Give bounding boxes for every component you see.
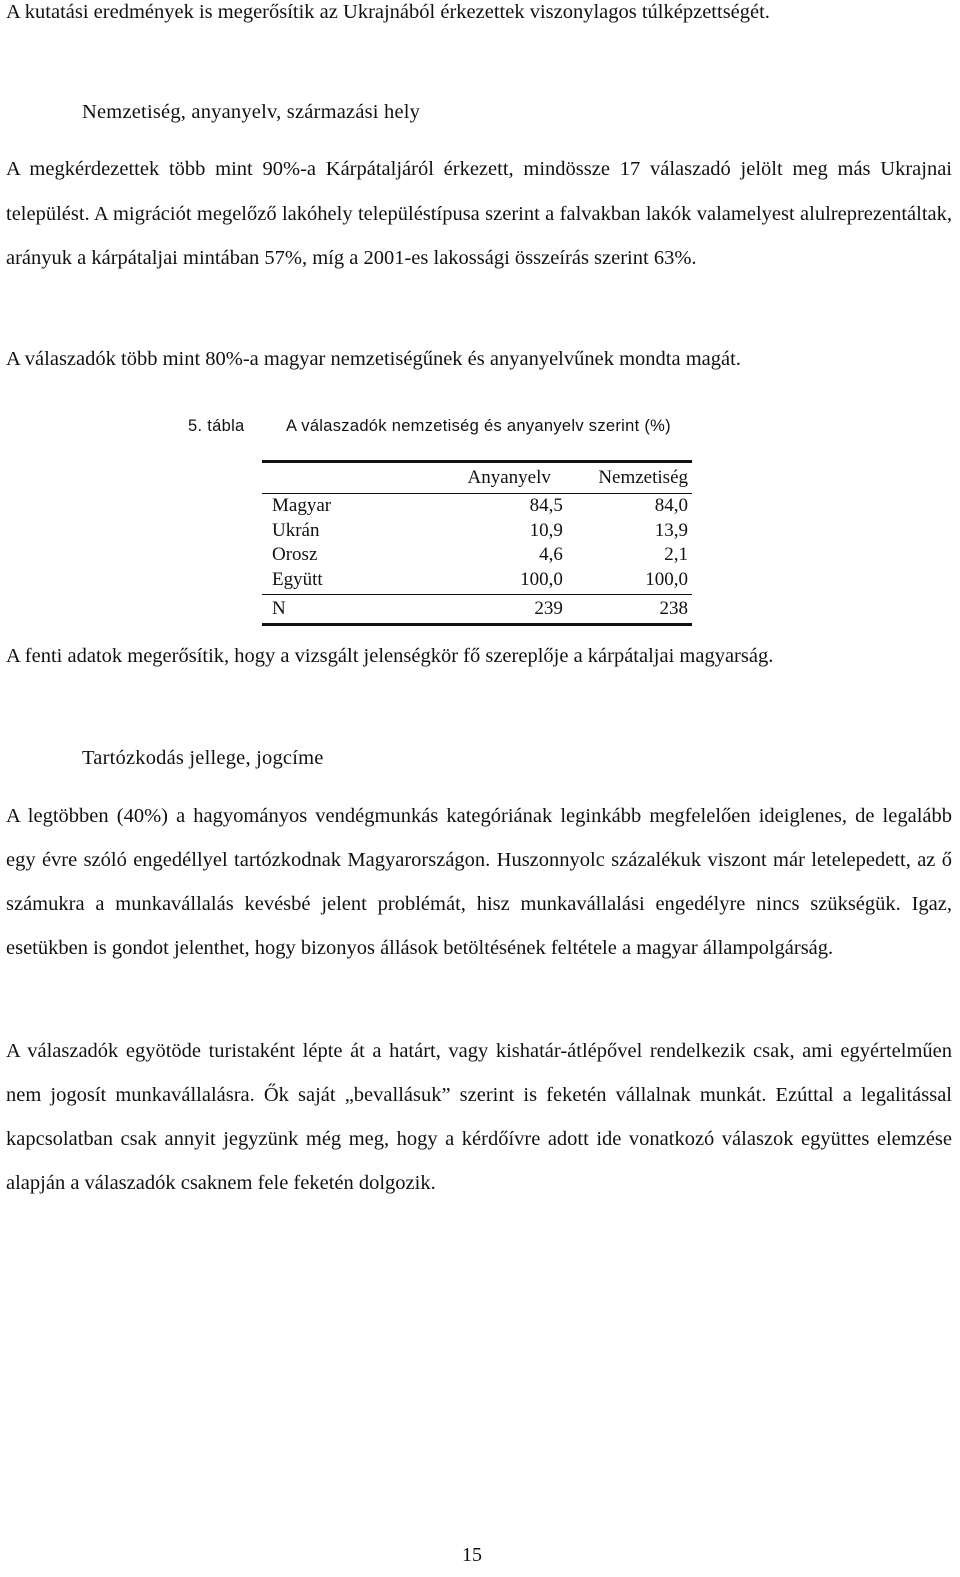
row-label: Magyar bbox=[272, 495, 332, 517]
cell-mother-tongue: 4,6 bbox=[539, 544, 563, 566]
intro-paragraph: A kutatási eredmények is megerősítik az Ukrajnából érkezettek viszonylagos túlképzettségét. bbox=[6, 1, 770, 23]
cell-nationality: 13,9 bbox=[654, 519, 688, 541]
paragraph-origin: A megkérdezettek több mint 90%-a Kárpátaljáról érkezett, mindössze 17 válaszadó jelölt meg más Ukrajnai települést. A migrációt megelőző lakóhely településtípusa szerint a falvakban lakók valamelyest alulreprezentáltak, arányuk a kárpátaljai mintában 57%, míg a 2001-es lakossági összeírás szerint 63%. bbox=[6, 158, 952, 269]
row-label: Ukrán bbox=[272, 519, 320, 541]
table-header-row bbox=[262, 462, 692, 494]
table-row bbox=[262, 494, 692, 519]
section-heading-residence: Tartózkodás jellege, jogcíme bbox=[82, 747, 324, 769]
cell-mother-tongue: 10,9 bbox=[529, 519, 563, 541]
table-row-n bbox=[262, 595, 692, 625]
page-number: 15 bbox=[462, 1544, 482, 1566]
table-row bbox=[262, 519, 692, 544]
table-header-nationality: Nemzetiség bbox=[598, 467, 688, 488]
cell-nationality: 100,0 bbox=[645, 568, 688, 590]
table-header-empty bbox=[262, 462, 397, 494]
table-caption bbox=[188, 412, 671, 440]
row-label: Együtt bbox=[272, 568, 323, 590]
table-row-total bbox=[262, 568, 692, 595]
section-heading-nationality: Nemzetiség, anyanyelv, származási hely bbox=[82, 101, 421, 123]
table-caption-title: A válaszadók nemzetiség és anyanyelv szerint (%) bbox=[286, 417, 671, 435]
cell-mother-tongue: 84,5 bbox=[529, 495, 563, 517]
table-row bbox=[262, 543, 692, 568]
cell-mother-tongue: 239 bbox=[534, 598, 563, 619]
row-label: N bbox=[272, 598, 286, 619]
paragraph-table-summary: A fenti adatok megerősítik, hogy a vizsgált jelenségkör fő szereplője a kárpátaljai magyarság. bbox=[6, 645, 774, 667]
nationality-language-table bbox=[262, 460, 692, 626]
cell-nationality: 2,1 bbox=[664, 544, 688, 566]
paragraph-residence-status: A legtöbben (40%) a hagyományos vendégmunkás kategóriának leginkább megfelelően ideiglenes, de legalább egy évre szóló engedéllyel tartózkodnak Magyarországon. Huszonnyolc százalékuk viszont már letelepedett, az ő számukra a munkavállalás kevésbé jelent problémát, hisz munkavállalási engedélyre nincs szükségük. Igaz, esetükben is gondot jelenthet, hogy bizonyos állások betöltésének feltétele a magyar állampolgárság. bbox=[6, 805, 952, 959]
paragraph-illegal-work: A válaszadók egyötöde turistaként lépte át a határt, vagy kishatár-átlépővel rendelkezik csak, ami egyértelműen nem jogosít munkavállalásra. Ők saját „bevallásuk” szerint is feketén vállalnak munkát. Ezúttal a legalitással kapcsolatban csak annyit jegyzünk még meg, hogy a kérdőívre adott ide vonatkozó válaszok együttes elemzése alapján a válaszadók csaknem fele feketén dolgozik. bbox=[6, 1040, 952, 1194]
paragraph-nationality-share: A válaszadók több mint 80%-a magyar nemzetiségűnek és anyanyelvűnek mondta magát. bbox=[6, 348, 741, 370]
cell-mother-tongue: 100,0 bbox=[520, 568, 563, 590]
table-header-mother-tongue: Anyanyelv bbox=[467, 467, 551, 488]
cell-nationality: 84,0 bbox=[654, 495, 688, 517]
row-label: Orosz bbox=[272, 544, 318, 566]
table-caption-number: 5. tábla bbox=[188, 417, 245, 435]
cell-nationality: 238 bbox=[659, 598, 688, 619]
document-page bbox=[6, 0, 952, 1577]
